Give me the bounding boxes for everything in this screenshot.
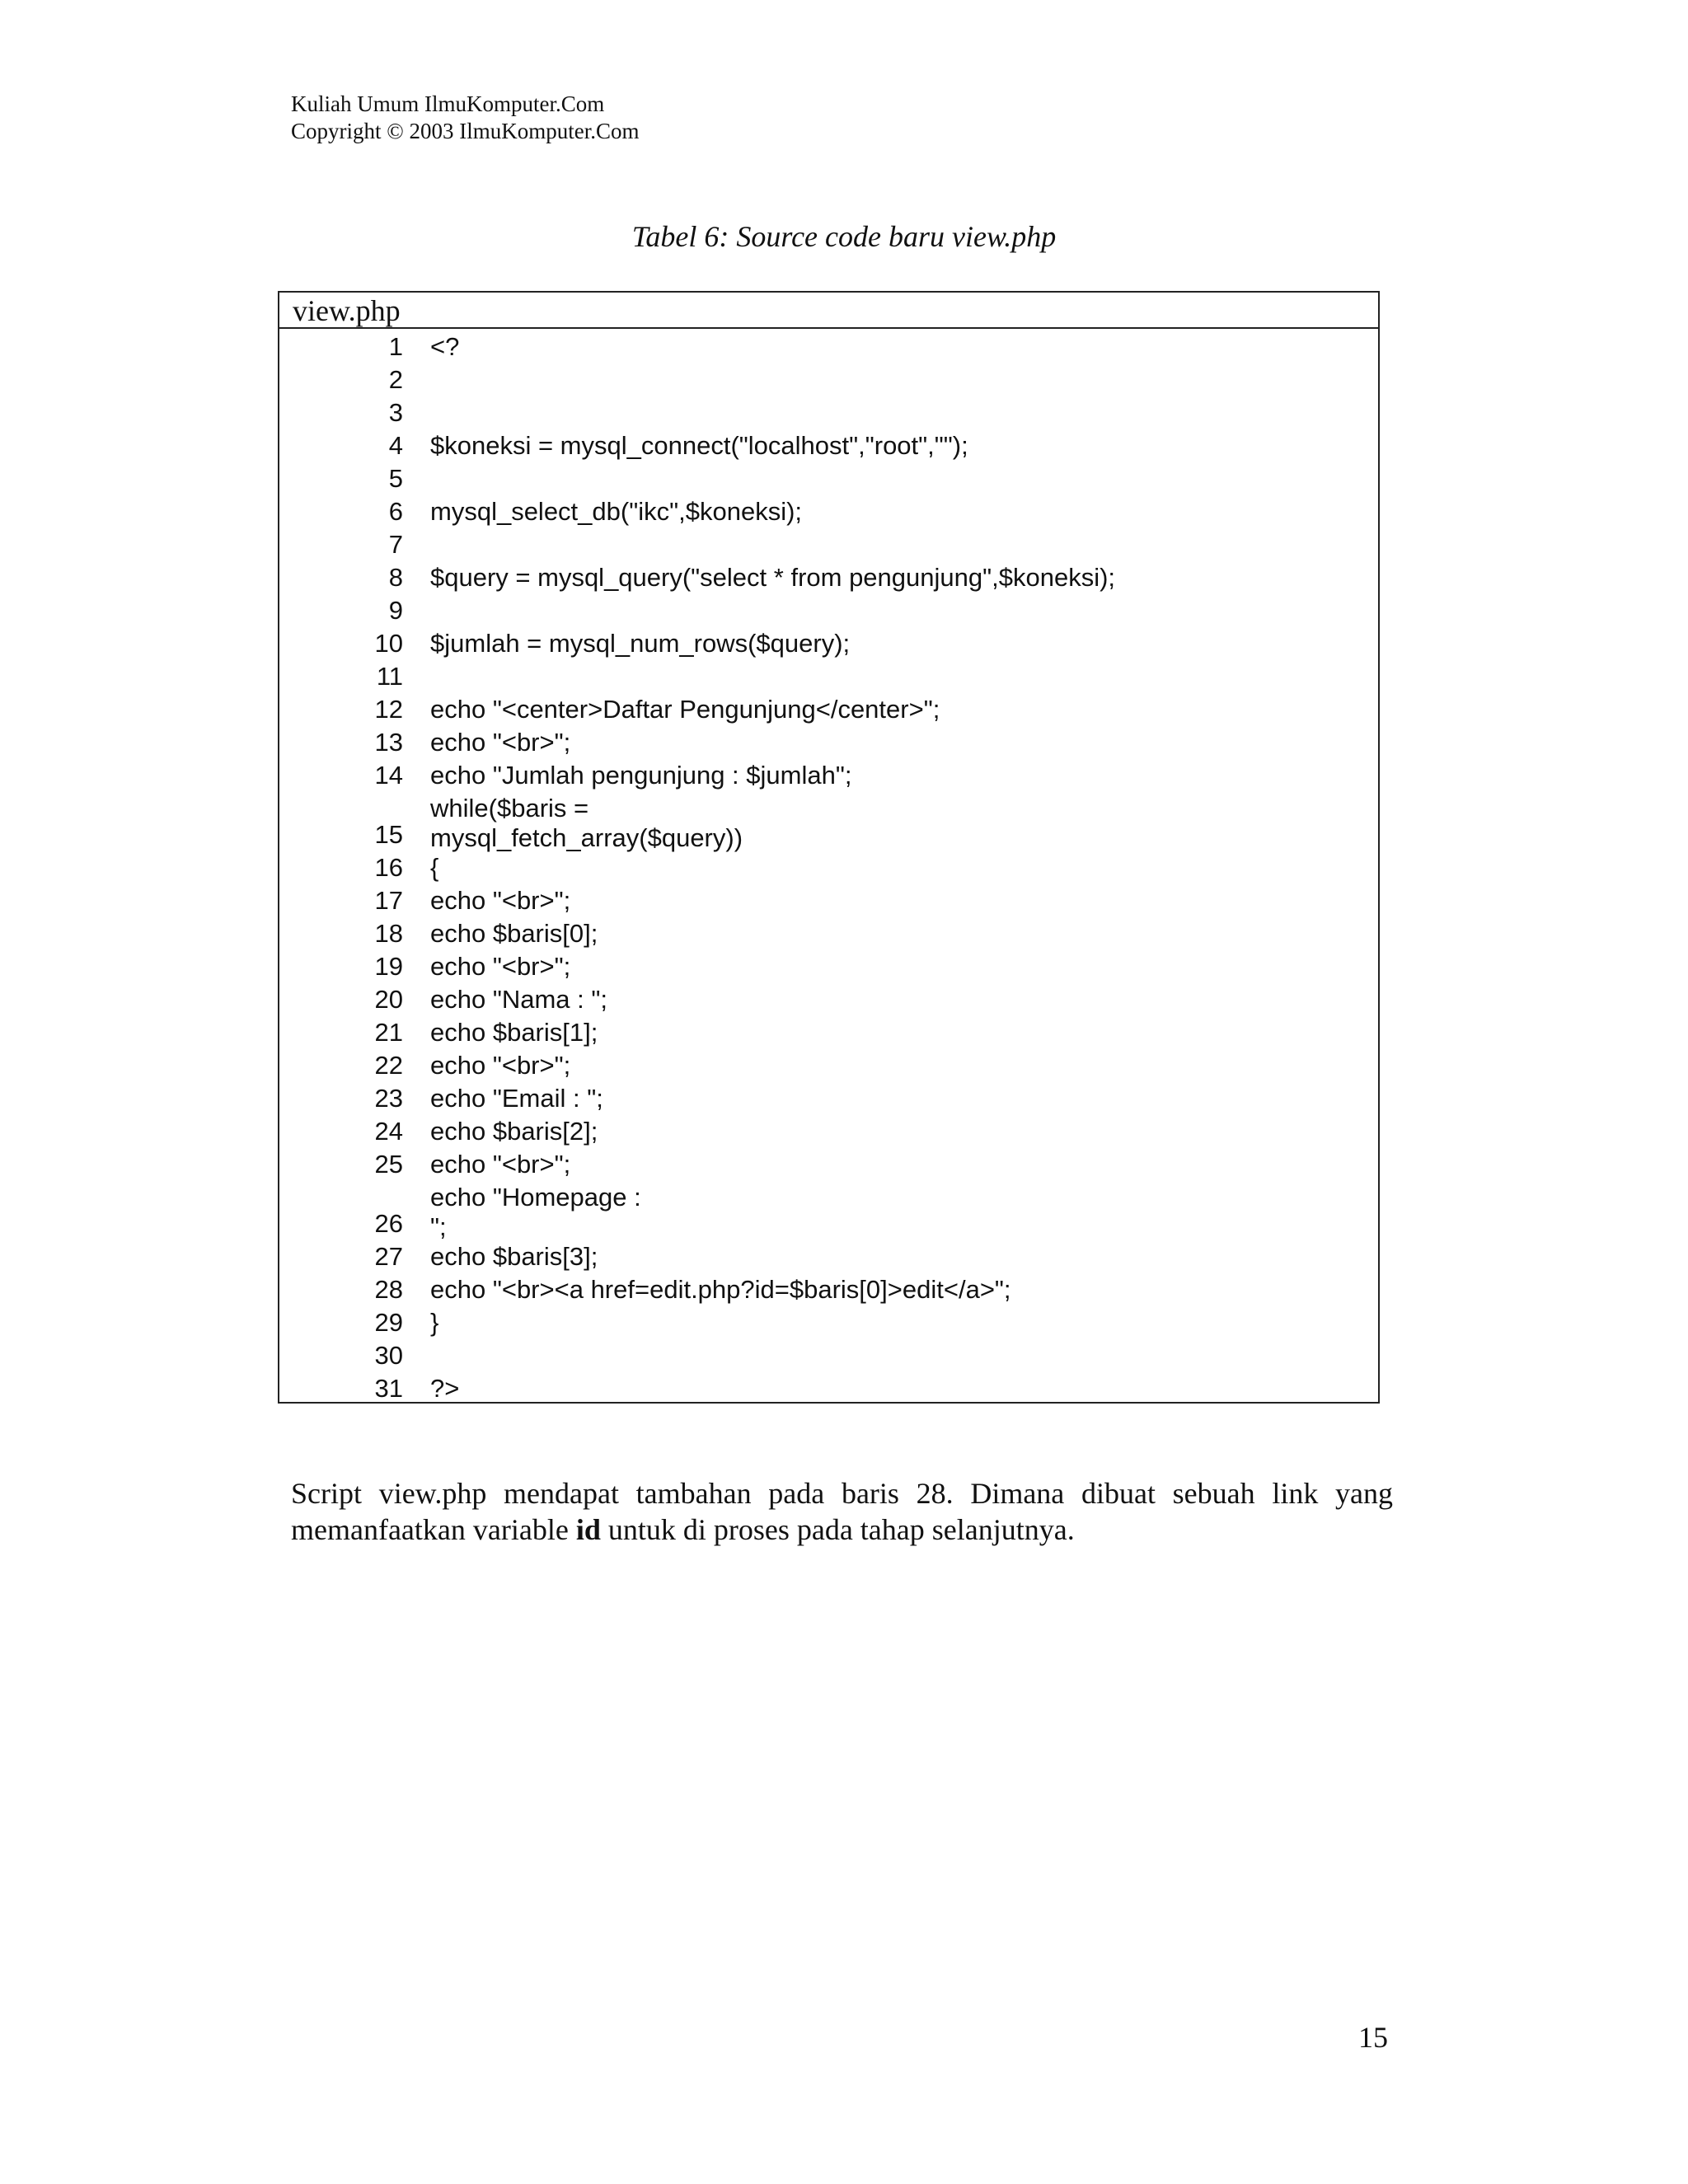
line-number: 5 bbox=[388, 464, 403, 493]
line-code: echo "<br>"; bbox=[430, 1051, 571, 1080]
line-code bbox=[430, 660, 1337, 693]
code-line bbox=[279, 1148, 1378, 1181]
line-number: 14 bbox=[374, 761, 403, 790]
line-code: <? bbox=[430, 332, 460, 361]
line-code: echo "Email : "; bbox=[430, 1084, 603, 1113]
line-code: $koneksi = mysql_connect("localhost","root",""); bbox=[430, 431, 968, 460]
line-code: echo "<center>Daftar Pengunjung</center>"; bbox=[430, 695, 940, 724]
code-line bbox=[279, 1339, 1378, 1372]
line-code bbox=[430, 363, 1337, 396]
page-header bbox=[291, 91, 640, 145]
line-number: 15 bbox=[374, 820, 403, 849]
code-line bbox=[279, 693, 1378, 726]
line-code: echo "<br>"; bbox=[430, 952, 571, 981]
code-line bbox=[279, 950, 1378, 983]
line-code: $jumlah = mysql_num_rows($query); bbox=[430, 629, 851, 658]
line-number: 27 bbox=[374, 1242, 403, 1271]
code-line bbox=[279, 561, 1378, 594]
line-code bbox=[430, 1339, 1337, 1372]
line-number: 8 bbox=[388, 563, 403, 592]
code-line bbox=[279, 851, 1378, 884]
table-caption bbox=[0, 218, 1688, 255]
line-code: ?> bbox=[430, 1374, 460, 1403]
line-code: echo $baris[2]; bbox=[430, 1117, 598, 1146]
code-line bbox=[279, 429, 1378, 462]
line-number: 13 bbox=[374, 728, 403, 757]
line-number: 9 bbox=[388, 596, 403, 625]
line-number: 3 bbox=[388, 398, 403, 427]
line-number: 6 bbox=[388, 497, 403, 526]
code-line bbox=[279, 983, 1378, 1016]
code-line bbox=[279, 726, 1378, 759]
line-code: echo $baris[1]; bbox=[430, 1018, 598, 1047]
line-number: 19 bbox=[374, 952, 403, 981]
header-line-2: Copyright © 2003 IlmuKomputer.Com bbox=[291, 119, 640, 143]
line-number: 23 bbox=[374, 1084, 403, 1113]
line-code bbox=[430, 594, 1337, 627]
line-code: while($baris = mysql_fetch_array($query)) bbox=[430, 794, 743, 852]
line-code: $query = mysql_query("select * from pengunjung",$koneksi); bbox=[430, 563, 1116, 592]
code-line bbox=[279, 759, 1378, 792]
line-code bbox=[430, 528, 1337, 561]
line-code bbox=[430, 396, 1337, 429]
line-code: { bbox=[430, 853, 439, 882]
code-line bbox=[279, 363, 1378, 396]
line-number: 7 bbox=[388, 530, 403, 559]
line-code: echo "<br>"; bbox=[430, 728, 571, 757]
paragraph-text-2: untuk di proses pada tahap selanjutnya. bbox=[600, 1513, 1075, 1546]
code-line bbox=[279, 1372, 1378, 1405]
code-line bbox=[279, 1115, 1378, 1148]
code-line bbox=[279, 1273, 1378, 1306]
code-line bbox=[279, 495, 1378, 528]
line-number: 1 bbox=[388, 332, 403, 361]
line-number: 11 bbox=[376, 662, 403, 691]
line-number: 30 bbox=[374, 1341, 403, 1370]
code-body bbox=[279, 330, 1378, 1405]
code-line bbox=[279, 1016, 1378, 1049]
line-number: 21 bbox=[374, 1018, 403, 1047]
line-number: 25 bbox=[374, 1150, 403, 1179]
code-line bbox=[279, 462, 1378, 495]
table-caption-text: Tabel 6: Source code baru view.php bbox=[631, 220, 1057, 253]
line-code: echo "Nama : "; bbox=[430, 985, 607, 1014]
code-line bbox=[279, 1049, 1378, 1082]
line-code: echo $baris[0]; bbox=[430, 919, 598, 948]
header-line-1: Kuliah Umum IlmuKomputer.Com bbox=[291, 91, 605, 116]
code-line bbox=[279, 792, 1378, 851]
table-title: view.php bbox=[279, 293, 1378, 329]
code-line bbox=[279, 627, 1378, 660]
code-line bbox=[279, 528, 1378, 561]
line-code: mysql_select_db("ikc",$koneksi); bbox=[430, 497, 803, 526]
paragraph-bold-id: id bbox=[575, 1513, 601, 1546]
line-number: 20 bbox=[374, 985, 403, 1014]
code-line bbox=[279, 884, 1378, 917]
line-code: echo "<br>"; bbox=[430, 886, 571, 915]
line-number: 10 bbox=[374, 629, 403, 658]
line-number: 17 bbox=[374, 886, 403, 915]
line-code bbox=[430, 462, 1337, 495]
code-line bbox=[279, 1082, 1378, 1115]
page-number: 15 bbox=[1358, 2021, 1388, 2054]
line-code: } bbox=[430, 1308, 439, 1337]
paragraph-text-1: Script view.php mendapat tambahan pada baris 28. Dimana dibuat sebuah link yang memanfaatkan variable bbox=[291, 1477, 1393, 1546]
body-paragraph bbox=[291, 1475, 1393, 1548]
line-code: echo "<br>"; bbox=[430, 1150, 571, 1179]
line-number: 18 bbox=[374, 919, 403, 948]
code-line bbox=[279, 660, 1378, 693]
line-number: 22 bbox=[374, 1051, 403, 1080]
code-line bbox=[279, 1240, 1378, 1273]
line-number: 16 bbox=[374, 853, 403, 882]
code-line bbox=[279, 594, 1378, 627]
line-number: 28 bbox=[374, 1275, 403, 1304]
line-number: 4 bbox=[388, 431, 403, 460]
line-number: 26 bbox=[374, 1209, 403, 1238]
line-number: 2 bbox=[388, 365, 403, 394]
line-code: echo "<br><a href=edit.php?id=$baris[0]>edit</a>"; bbox=[430, 1275, 1011, 1304]
code-line bbox=[279, 396, 1378, 429]
line-code: echo "Jumlah pengunjung : $jumlah"; bbox=[430, 761, 852, 790]
code-line bbox=[279, 917, 1378, 950]
line-code: echo $baris[3]; bbox=[430, 1242, 598, 1271]
line-number: 29 bbox=[374, 1308, 403, 1337]
line-number: 31 bbox=[374, 1374, 403, 1403]
code-line bbox=[279, 1181, 1378, 1240]
source-code-table bbox=[278, 291, 1380, 1404]
line-number: 12 bbox=[374, 695, 403, 724]
code-line bbox=[279, 330, 1378, 363]
code-line bbox=[279, 1306, 1378, 1339]
line-number: 24 bbox=[374, 1117, 403, 1146]
line-code: echo "Homepage : "; bbox=[430, 1183, 641, 1241]
